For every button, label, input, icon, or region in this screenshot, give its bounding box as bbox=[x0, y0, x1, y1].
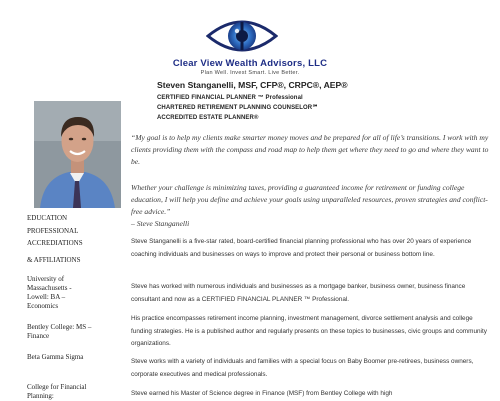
credential-crpc: CHARTERED RETIREMENT PLANNING COUNSELOR℠ bbox=[157, 105, 319, 111]
company-name: Clear View Wealth Advisors, LLC bbox=[172, 58, 328, 69]
bio-paragraph-3: His practice encompasses retirement income planning, investment management, divorce settlement analysis and college funding strategies. He is a published author and regularly presents on these topics to businesses, civic groups and community organizations. bbox=[131, 315, 487, 347]
education-sidebar bbox=[27, 212, 137, 401]
quote-section bbox=[131, 132, 491, 230]
sidebar-item-college-financial-planning: College for Financial Planning: bbox=[27, 383, 87, 400]
company-tagline: Plan Well. Invest Smart. Live Better. bbox=[200, 70, 300, 76]
quote-challenge: Whether your challenge is minimizing taxes, providing a guaranteed income for retirement or funding college education, I will help you define and achieve your goals using unparalleled resources, proven strategies and conflict-free advice.” bbox=[131, 183, 488, 216]
credential-cfp: CERTIFIED FINANCIAL PLANNER ™ Professional bbox=[157, 95, 303, 101]
bio-paragraph-4: Steve works with a variety of individuals and families with a special focus on Baby Boomer pre-retirees, business owners, corporate executives and medical professionals. bbox=[131, 358, 474, 378]
eye-logo-icon bbox=[206, 14, 278, 58]
sidebar-item-bentley: Bentley College: MS – Finance bbox=[27, 323, 92, 340]
advisor-name: Steven Stanganelli, MSF, CFP®, CRPC®, AEP® bbox=[157, 80, 348, 90]
quote-attribution: – Steve Stanganelli bbox=[131, 219, 190, 228]
advisor-header bbox=[157, 80, 487, 123]
sidebar-item-beta-gamma-sigma: Beta Gamma Sigma bbox=[27, 353, 84, 361]
quote-goal: “My goal is to help my clients make smarter money moves and be prepared for all of life’s transitions. I work with my clients providing them with the compass and road map to help them get where they need to go and where they want to be. bbox=[131, 133, 489, 166]
sidebar-item-umass: University of Massachusetts - Lowell: BA – Economics bbox=[27, 275, 72, 310]
sidebar-heading-professional: PROFESSIONAL bbox=[27, 226, 79, 235]
credential-aep: ACCREDITED ESTATE PLANNER® bbox=[157, 115, 259, 121]
company-logo bbox=[0, 6, 500, 76]
advisor-photo bbox=[34, 101, 121, 208]
bio-paragraph-2: Steve has worked with numerous individuals and businesses as a mortgage banker, business owner, business finance consultant and now as a CERTIFIED FINANCIAL PLANNER ™ Professional. bbox=[131, 283, 466, 303]
bio-paragraph-1: Steve Stanganelli is a five-star rated, board-certified financial planning professional who has over 20 years of experience coaching individuals and businesses on ways to improve and protect their personal or business bottom line. bbox=[131, 238, 472, 258]
sidebar-heading-affiliations: & AFFILIATIONS bbox=[27, 255, 81, 264]
sidebar-heading-education: EDUCATION bbox=[27, 214, 68, 222]
bio-paragraph-5: Steve earned his Master of Science degree in Finance (MSF) from Bentley College with high bbox=[131, 390, 393, 397]
sidebar-heading-accreditations: ACCREDIATIONS bbox=[27, 239, 83, 247]
